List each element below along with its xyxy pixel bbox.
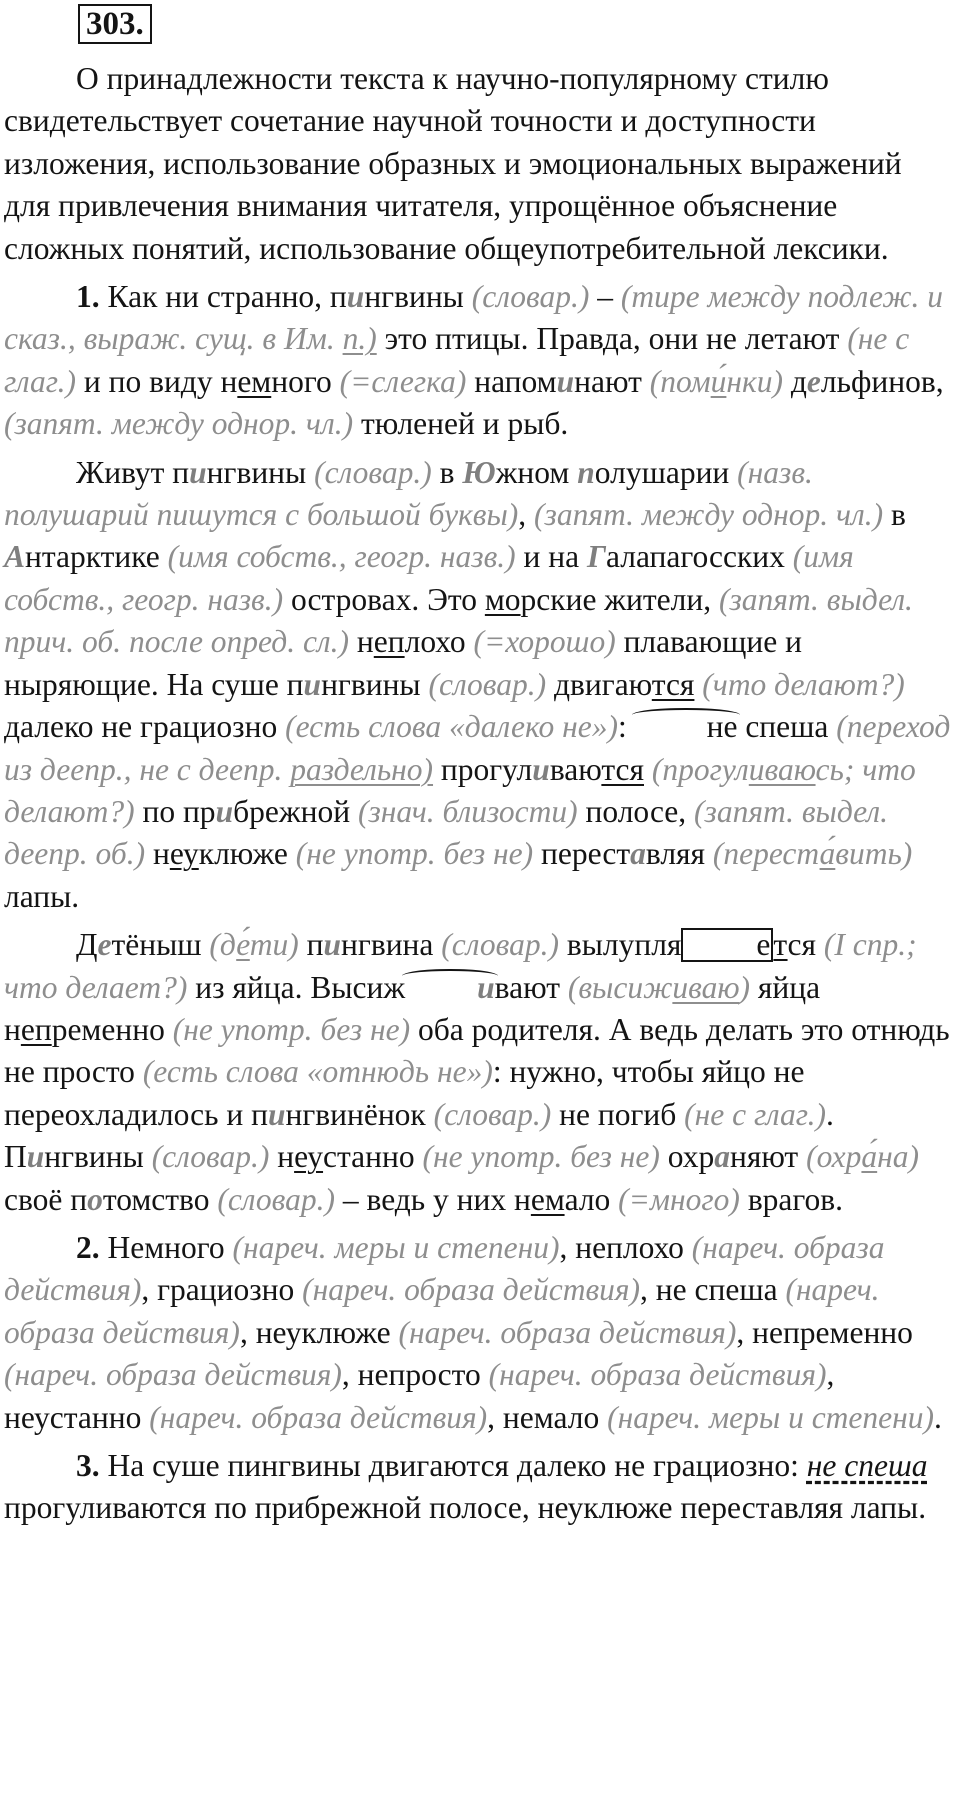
text-run: (запят. выдел. деепр. об.) [4,793,888,872]
text-run: нки) [726,363,783,399]
text-run: (есть слова «далеко не») [285,709,618,745]
text-run: не [635,706,738,748]
text-run: (назв. полушарий пишутся с большой буквы) [4,454,813,533]
text-run: а́ [819,836,836,872]
text-run: е [806,363,821,399]
text-run: ) [739,969,751,1005]
task1-paragraph-1 [4,276,952,446]
text-run: (запят. между однор. чл.) [4,406,354,442]
text-run: (=слегка) [339,363,467,399]
text-run: (есть слова «отнюдь не») [142,1054,493,1090]
text-run: т [773,927,788,963]
exercise-body [4,58,952,1536]
text-run: (охр [806,1139,862,1175]
text-run: ти) [249,927,299,963]
text-run: иваю [672,969,740,1005]
text-run: а́ [861,1139,878,1175]
text-run: (прогул [651,751,749,787]
text-run: не спеша [806,1448,928,1483]
text-run: еп [373,624,405,660]
task2-number: 2. [76,1229,100,1265]
text-run: е́ [236,927,250,963]
text-run: (нареч. образа действия) [4,1357,342,1393]
text-run: вить) [835,836,913,872]
text-run: (запят. между однор. чл.) [534,497,884,533]
task1-paragraph-2: Живут пингвины (словар.) в Южном полушарии (назв. полушарий пишутся с большой буквы), (запят. между однор. чл.) в Антарктике (имя собств., геогр. назв.) и на Галапагосских (имя собств., геогр. назв.) островах. Это морские жители, (запят. выдел. прич. об. после опред. сл.) неплохо (=хорошо) плавающие и ныряющие. На суше пингвины (словар.) двигаются (что делают?) далеко не грациозно (есть слова «далеко не»): не спеша (переход из деепр., не с деепр. раздельно) прогуливаются (прогуливаюсь; что делают?) по прибрежной (знач. близости) полосе, (запят. выдел. деепр. об.) неуклюже (не употр. без не) переставляя (переста́вить) лапы. [4,454,951,914]
task2-paragraph [4,1227,952,1439]
text-run: (словар.) [428,666,547,702]
text-run: (не употр. без не) [172,1011,411,1047]
text-run: (словар.) [151,1139,270,1175]
text-run: и [215,793,234,829]
text-run: (не употр. без не) [295,836,534,872]
text-run: мо [484,581,521,617]
text-run: е [97,927,112,963]
text-run: ем [237,363,272,399]
text-run: тся [651,666,695,702]
text-run: А [4,539,26,575]
text-run: а [714,1139,730,1175]
text-run: (словар.) [314,454,432,490]
text-run: (нареч. меры и степени) [232,1229,560,1265]
text-run: (нареч. образа действия) [302,1272,641,1308]
text-run: еу [294,1139,324,1175]
text-run: и [556,363,575,399]
text-run: (нареч. образа действия) [4,1229,885,1308]
text-run: тся [601,751,644,787]
text-run: (высиж [567,969,673,1005]
text-run: (не с глаг.) [4,321,910,399]
text-run: (словар.) [471,279,590,315]
text-run: (тире между подлеж. и сказ., выраж. сущ. в Им. [4,279,943,357]
text-run: (не с глаг.) [684,1096,826,1132]
exercise-number: 303. [78,4,152,44]
text-run: и [323,927,342,963]
text-run: сь; что делают?) [4,751,916,829]
text-run: о [87,1181,103,1217]
text-run: Ю [462,454,496,490]
text-run: ем [530,1181,565,1217]
text-run: и [26,1139,45,1175]
task1-paragraph-3: Детёныш (де́ти) пингвина (словар.) вылупля ется (I спр.; что делает?) из яйца. Высиж ивают (высиживаю) яйца непременно (не употр. без не) оба родителя. А ведь делать это отнюдь не просто (есть слова «отнюдь не»): нужно, чтобы яйцо не переохладилось и пингвинёнок (словар.) не погиб (не с глаг.). Пингвины (словар.) неустанно (не употр. без не) охраняют (охра́на) своё потомство (словар.) – ведь у них немало (=много) врагов. [4,927,950,1217]
text-run: (знач. близости) [357,793,578,829]
text-run: (запят. выдел. прич. об. после опред. сл.) [4,581,913,660]
text-run: и [303,666,322,702]
text-run: (нареч. меры и степени) [607,1399,935,1435]
text-run: еп [20,1011,52,1047]
text-run: (=хорошо) [473,624,616,660]
text-run: (д [209,927,237,963]
text-run: и́ [710,363,727,399]
text-run: и [405,967,495,1009]
text-run: п.) [342,321,377,357]
text-run: (нареч. образа действия) [488,1357,827,1393]
text-run: еу [169,836,199,872]
text-run: (что делают?) [702,666,905,702]
text-run: (перест [712,836,820,872]
task2-content: Немного (нареч. меры и степени), неплохо (нареч. образа действия), грациозно (нареч. образа действия), не спеша (нареч. образа действия), неуклюже (нареч. образа действия), непременно (нареч. образа действия), непросто (нареч. образа действия), неустанно (нареч. образа действия), немало (нареч. меры и степени). [4,1229,942,1435]
text-run: п [577,454,595,490]
task3-content: На суше пингвины двигаются далеко не грациозно: не спеша прогуливаются по прибрежной полосе, неуклюже переставляя лапы. [4,1448,928,1526]
text-run: (нареч. образа действия) [149,1399,488,1435]
text-run: (словар.) [441,927,559,963]
text-run: и [532,751,550,787]
text-run: (имя собств., геогр. назв.) [167,539,516,575]
text-run: (=много) [618,1181,740,1217]
text-run: и [189,454,207,490]
text-run: раздельно) [290,751,434,787]
task3-number: 3. [76,1448,100,1483]
text-run: и [346,279,365,315]
text-run: и [267,1096,286,1132]
text-run: (словар.) [433,1096,552,1132]
intro-paragraph: О принадлежности текста к научно-популярному стилю свидетельствует сочетание научной точности и доступности изложения, использование образных и эмоциональных выражений для привлечения внимания читателя, упрощённое объяснение сложных понятий, использование общеупотребительной лексики. [4,61,902,266]
text-run: (имя собств., геогр. назв.) [4,539,854,617]
text-run: (пом [649,363,711,399]
text-run: е [681,928,773,962]
text-run: (переход из деепр., не с деепр. [4,709,951,787]
task1-p1-content: Как ни странно, пингвины (словар.) – (тире между подлеж. и сказ., выраж. сущ. в Им. п.) это птицы. Правда, они не летают (не с глаг.) и по виду немного (=слегка) напоминают (поми́нки) дельфинов, (запят. между однор. чл.) тюленей и рыб. [4,279,944,442]
task3-paragraph [4,1445,952,1530]
text-run: иваю [748,751,816,787]
text-run: Г [586,539,606,575]
text-run: а [630,836,646,872]
text-run: на) [877,1139,920,1175]
text-run: (не употр. без не) [422,1139,660,1175]
task1-number: 1. [76,279,100,315]
text-run: (нареч. образа действия) [4,1272,880,1350]
text-run: (I спр.; что делает?) [4,927,917,1005]
text-run: (словар.) [217,1181,335,1217]
text-run: (нареч. образа действия) [398,1314,737,1350]
